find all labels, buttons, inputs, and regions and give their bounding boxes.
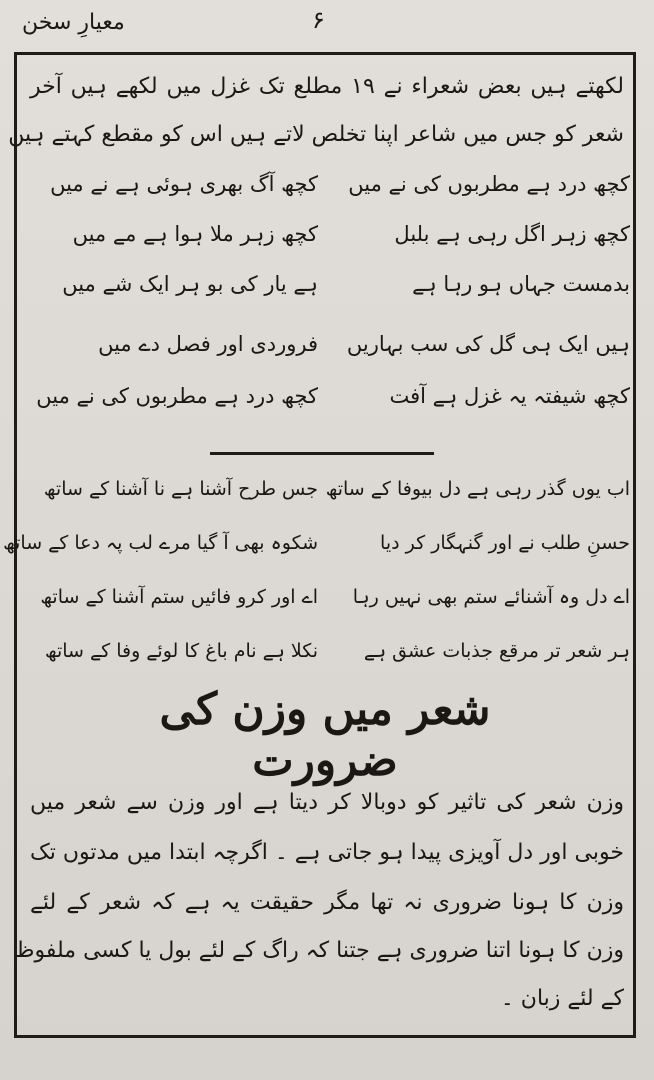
intro-line: لکھتے ہیں بعض شعراء نے ۱۹ مطلع تک غزل میں لکھے ہیں آخر bbox=[30, 74, 624, 99]
page-number: ۶ bbox=[312, 6, 325, 34]
verse-first-hemistich: کچھ درد ہے مطربوں کی نے میں bbox=[348, 172, 630, 196]
verse-second-hemistich: کچھ زہر ملا ہوا ہے مے میں bbox=[72, 222, 318, 246]
section-divider bbox=[210, 452, 434, 455]
verse-second-hemistich: شکوہ بھی آ گیا مرے لب پہ دعا کے ساتھ bbox=[3, 532, 318, 554]
verse-second-hemistich: ہے یار کی بو ہر ایک شے میں bbox=[62, 272, 318, 296]
verse-first-hemistich: اب یوں گذر رہی ہے دل بیوفا کے ساتھ bbox=[325, 478, 630, 500]
running-title: معیارِ سخن bbox=[22, 10, 125, 35]
body-line: وزن کا ہونا اتنا ضروری ہے جتنا کہ راگ کے لئے بول یا کسی ملفوظ bbox=[14, 938, 624, 963]
body-line: کے لئے زبان ۔ bbox=[500, 986, 624, 1011]
verse-first-hemistich: بدمست جہاں ہو رہا ہے bbox=[412, 272, 630, 296]
verse-second-hemistich: اے اور کرو فائیں ستم آشنا کے ساتھ bbox=[40, 586, 318, 608]
verse-first-hemistich: کچھ شیفتہ یہ غزل ہے آفت bbox=[389, 384, 630, 408]
verse-first-hemistich: کچھ زہر اگل رہی ہے بلبل bbox=[394, 222, 630, 246]
body-line: وزن کا ہونا ضروری نہ تھا مگر حقیقت یہ ہے کہ شعر کے لئے bbox=[30, 890, 624, 915]
page-header bbox=[0, 0, 654, 48]
verse-first-hemistich: اے دل وہ آشنائے ستم بھی نہیں رہا bbox=[352, 586, 630, 608]
body-line: خوبی اور دل آویزی پیدا ہو جاتی ہے ۔ اگرچہ ابتدا میں مدتوں تک bbox=[30, 840, 624, 865]
verse-second-hemistich: فروردی اور فصل دے میں bbox=[98, 332, 318, 356]
body-line: وزن شعر کی تاثیر کو دوبالا کر دیتا ہے اور وزن سے شعر میں bbox=[30, 790, 624, 815]
verse-first-hemistich: ہیں ایک ہی گل کی سب بہاریں bbox=[346, 332, 630, 356]
verse-first-hemistich: ہر شعر تر مرقع جذبات عشق ہے bbox=[363, 640, 630, 662]
verse-second-hemistich: جس طرح آشنا ہے نا آشنا کے ساتھ bbox=[43, 478, 318, 500]
intro-line: شعر کو جس میں شاعر اپنا تخلص لاتے ہیں اس کو مقطع کہتے ہیں bbox=[8, 122, 624, 147]
verse-first-hemistich: حسنِ طلب نے اور گنہگار کر دیا bbox=[380, 532, 630, 554]
section-heading: شعر میں وزن کی ضرورت bbox=[159, 684, 491, 786]
verse-second-hemistich: کچھ آگ بھری ہوئی ہے نے میں bbox=[50, 172, 318, 196]
verse-second-hemistich: کچھ درد ہے مطربوں کی نے میں bbox=[36, 384, 318, 408]
verse-second-hemistich: نکلا ہے نام باغ کا لوئے وفا کے ساتھ bbox=[44, 640, 318, 662]
